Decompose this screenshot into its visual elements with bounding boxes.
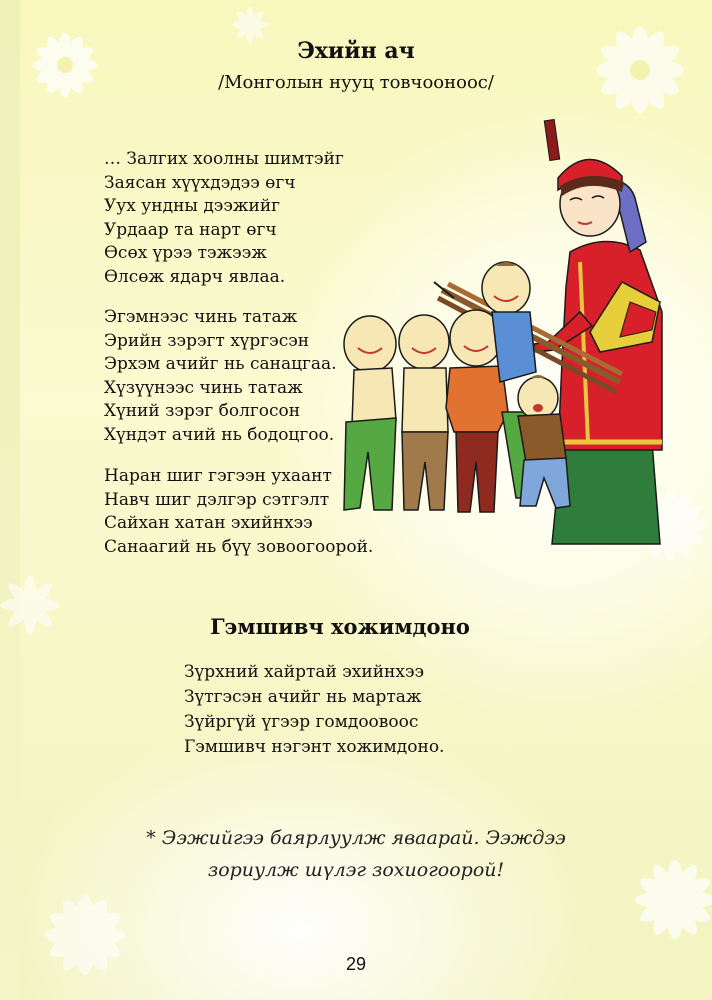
poem2-title: Гэмшивч хожимдоно [210, 614, 470, 639]
poem-line: Хүндэт ачий нь бодоцгоо. [104, 424, 335, 445]
footnote-line: зориулж шүлэг зохиогоорой! [207, 859, 505, 881]
poem-title: Эхийн ач [297, 38, 415, 64]
poem-line: Уух ундны дээжийг [104, 196, 281, 216]
poem-subtitle: /Монголын нууц товчооноос/ [218, 72, 494, 93]
poem-line: Сайхан хатан эхийнхээ [104, 513, 313, 533]
poem-line: Санаагий нь бүү зовоогоорой. [104, 536, 374, 557]
poem-line: Өсөх үрээ тэжээж [104, 243, 267, 263]
poem-line: Зүйргүй үгээр гомдоовоос [184, 712, 419, 732]
poem-line: Наран шиг гэгээн ухаант [104, 466, 332, 486]
poem-line: Хүний зэрэг болгосон [104, 401, 301, 421]
child-figure [344, 316, 396, 510]
poem-line: Хүзүүнээс чинь татаж [104, 377, 303, 398]
poem-line: Эрхэм ачийг нь санацгаа. [104, 354, 337, 374]
footnote-exercise [0, 822, 712, 886]
page-number: 29 [345, 954, 367, 974]
mother-children-illustration [330, 112, 675, 552]
poem-line: … Залгих хоолны шимтэйг [104, 149, 344, 169]
flower-decoration-icon [20, 20, 110, 110]
poem-line: Навч шиг дэлгэр сэтгэлт [104, 489, 330, 510]
poem-line: Гэмшивч нэгэнт хожимдоно. [184, 737, 445, 757]
poem-line: Урдаар та нарт өгч [104, 219, 277, 240]
poem2-stanza [184, 660, 444, 760]
poem-line: Эгэмнээс чинь татаж [104, 307, 298, 327]
poem-line: Зүрхний хайртай эхийнхээ [184, 662, 425, 682]
poem-stanza-1 [104, 148, 344, 289]
child-figure [399, 315, 449, 510]
poem-line: Эрийн зэрэгт хүргэсэн [104, 330, 310, 351]
poem-line: Зүтгэсэн ачийг нь мартаж [184, 687, 422, 707]
poem-line: Өлсөж ядарч явлаа. [104, 266, 286, 287]
poem-line: Заясан хүүхдэдээ өгч [104, 172, 296, 193]
poem-stanza-2 [104, 306, 337, 447]
footnote-line: * Ээжийгээ баярлуулж яваарай. Ээждээ [146, 827, 566, 849]
